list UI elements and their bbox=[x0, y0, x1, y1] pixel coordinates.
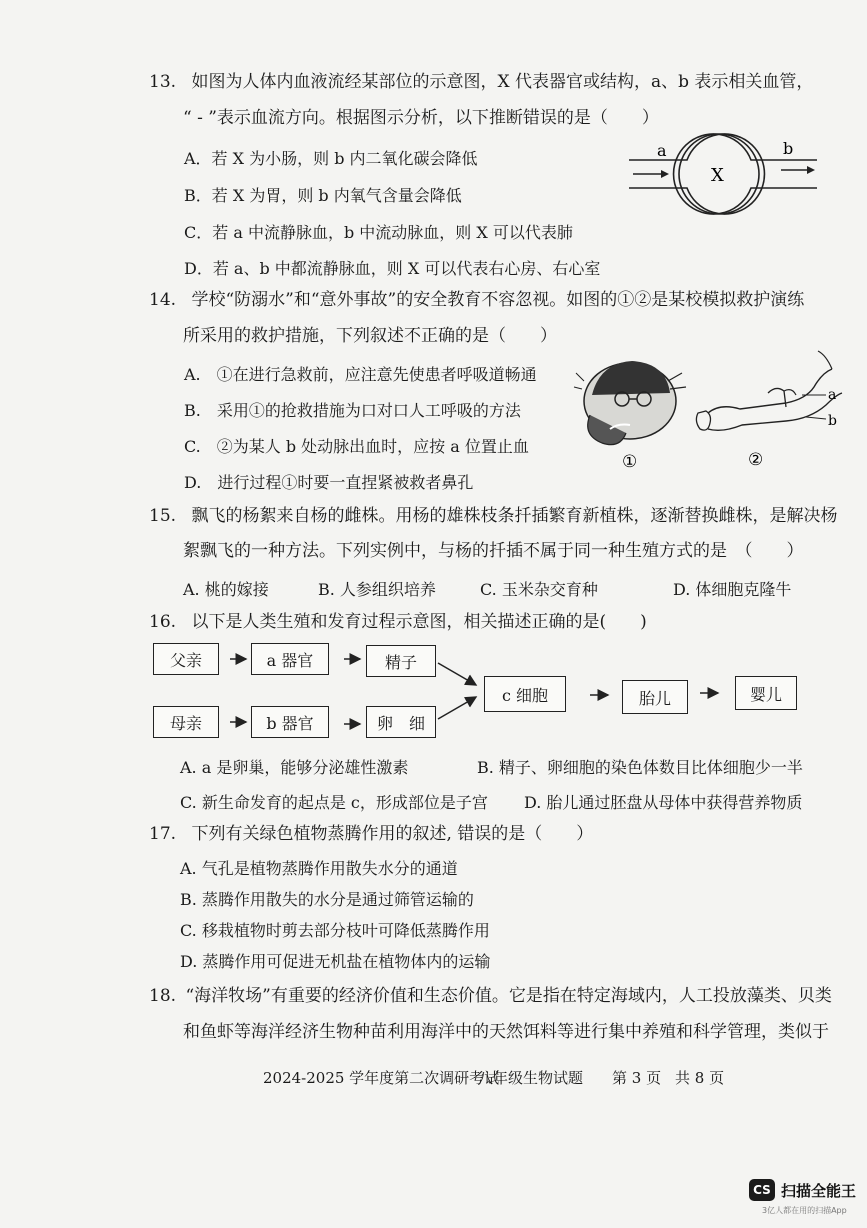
q14-label-1: ① bbox=[622, 452, 638, 472]
footer-total-pages: 共 8 页 bbox=[675, 1069, 725, 1087]
q14-option-b: B. 采用①的抢救措施为口对口人工呼吸的方法 bbox=[184, 401, 521, 420]
q13-option-d: D．若 a、b 中都流静脉血，则 X 可以代表右心房、右心室 bbox=[184, 259, 601, 278]
q13-option-c: C．若 a 中流静脉血，b 中流动脉血，则 X 可以代表肺 bbox=[184, 223, 573, 242]
flow-box-sperm: 精子 bbox=[366, 645, 436, 677]
q14-number: 14. bbox=[149, 290, 177, 310]
flow-box-father: 父亲 bbox=[153, 643, 219, 675]
q14-label-b: b bbox=[828, 413, 837, 429]
q13-label-a: a bbox=[657, 141, 667, 160]
q13-label-x: X bbox=[711, 165, 724, 186]
q17-option-a: A. 气孔是植物蒸腾作用散失水分的通道 bbox=[180, 859, 458, 878]
q14-option-d: D. 进行过程①时要一直捏紧被救者鼻孔 bbox=[184, 473, 474, 492]
q15-number: 15. bbox=[149, 506, 177, 526]
q17-option-c: C. 移栽植物时剪去部分枝叶可降低蒸腾作用 bbox=[180, 921, 490, 940]
flow-box-egg: 卵 细 bbox=[366, 706, 436, 738]
camscanner-title: 扫描全能王 bbox=[781, 1182, 857, 1200]
q14-stem-line1: 14. 学校“防溺水”和“意外事故”的安全教育不容忽视。如图的①②是某校模拟救护演练 bbox=[149, 290, 805, 310]
q14-stem-line2: 所采用的救护措施，下列叙述不正确的是（ ） bbox=[183, 326, 557, 346]
q15-option-a: A. 桃的嫁接 bbox=[183, 580, 269, 599]
footer-exam-name: 2024-2025 学年度第二次调研考试 bbox=[263, 1069, 500, 1087]
flow-box-cell-c: c 细胞 bbox=[484, 676, 566, 712]
footer-subject: 八年级生物试题 bbox=[478, 1069, 584, 1087]
q15-option-c: C. 玉米杂交育种 bbox=[480, 580, 598, 599]
q13-stem-line1: 13. 如图为人体内血液流经某部位的示意图，X 代表器官或结构，a、b 表示相关血管， bbox=[149, 72, 814, 92]
rescue-figure-1-icon bbox=[574, 361, 686, 445]
q16-option-d: D. 胎儿通过胚盘从母体中获得营养物质 bbox=[524, 793, 803, 812]
q13-option-a: A．若 X 为小肠，则 b 内二氧化碳会降低 bbox=[184, 149, 478, 168]
camscanner-logo-icon: CS bbox=[749, 1179, 775, 1201]
q15-option-d: D. 体细胞克隆牛 bbox=[673, 580, 792, 599]
q18-number: 18. bbox=[149, 986, 177, 1006]
q14-rescue-figure bbox=[570, 333, 850, 473]
q16-option-a: A. a 是卵巢，能够分泌雄性激素 bbox=[180, 758, 409, 777]
camscanner-subtitle: 3亿人都在用的扫描App bbox=[762, 1206, 847, 1215]
q18-stem-line1: 18. “海洋牧场”有重要的经济价值和生态价值。它是指在特定海域内，人工投放藻类、贝类 bbox=[149, 986, 832, 1006]
q16-stem: 16. 以下是人类生殖和发育过程示意图，相关描述正确的是( ) bbox=[149, 612, 647, 632]
flow-box-fetus: 胎儿 bbox=[622, 680, 688, 714]
q18-stem-line2: 和鱼虾等海洋经济生物种苗利用海洋中的天然饵料等进行集中养殖和科学管理，类似于 bbox=[183, 1022, 829, 1042]
q13-number: 13. bbox=[149, 72, 177, 92]
flow-box-organ-a: a 器官 bbox=[251, 643, 329, 675]
flow-box-mother: 母亲 bbox=[153, 706, 219, 738]
q13-label-b: b bbox=[783, 139, 794, 158]
q15-option-b: B. 人参组织培养 bbox=[318, 580, 436, 599]
q17-number: 17. bbox=[149, 824, 177, 844]
q15-stem-line2: 絮飘飞的一种方法。下列实例中，与杨的扦插不属于同一种生殖方式的是 （ ） bbox=[183, 541, 804, 561]
q14-label-a: a bbox=[828, 387, 837, 403]
q16-flow-arrows bbox=[140, 635, 740, 750]
flow-box-baby: 婴儿 bbox=[735, 676, 797, 710]
q16-option-b: B. 精子、卵细胞的染色体数目比体细胞少一半 bbox=[477, 758, 803, 777]
q14-option-c: C. ②为某人 b 处动脉出血时，应按 a 位置止血 bbox=[184, 437, 529, 456]
rescue-figure-2-arm-icon bbox=[696, 351, 842, 430]
q13-blood-flow-figure bbox=[625, 132, 820, 217]
q15-stem-line1: 15. 飘飞的杨絮来自杨的雌株。用杨的雄株枝条扦插繁育新植株，逐渐替换雌株，是解决杨 bbox=[149, 506, 838, 526]
footer-page-number: 第 3 页 bbox=[612, 1069, 662, 1087]
q13-stem-line2: “ - ”表示血流方向。根据图示分析，以下推断错误的是（ ） bbox=[183, 108, 659, 128]
q16-number: 16. bbox=[149, 612, 177, 632]
q17-option-d: D. 蒸腾作用可促进无机盐在植物体内的运输 bbox=[180, 952, 491, 971]
q14-label-2: ② bbox=[748, 450, 764, 470]
q17-stem: 17. 下列有关绿色植物蒸腾作用的叙述, 错误的是（ ） bbox=[149, 824, 594, 844]
flow-box-organ-b: b 器官 bbox=[251, 706, 329, 738]
q16-option-c: C. 新生命发育的起点是 c，形成部位是子宫 bbox=[180, 793, 488, 812]
q17-option-b: B. 蒸腾作用散失的水分是通过筛管运输的 bbox=[180, 890, 474, 909]
q13-option-b: B．若 X 为胃，则 b 内氧气含量会降低 bbox=[184, 186, 462, 205]
q14-option-a: A. ①在进行急救前，应注意先使患者呼吸道畅通 bbox=[184, 365, 537, 384]
